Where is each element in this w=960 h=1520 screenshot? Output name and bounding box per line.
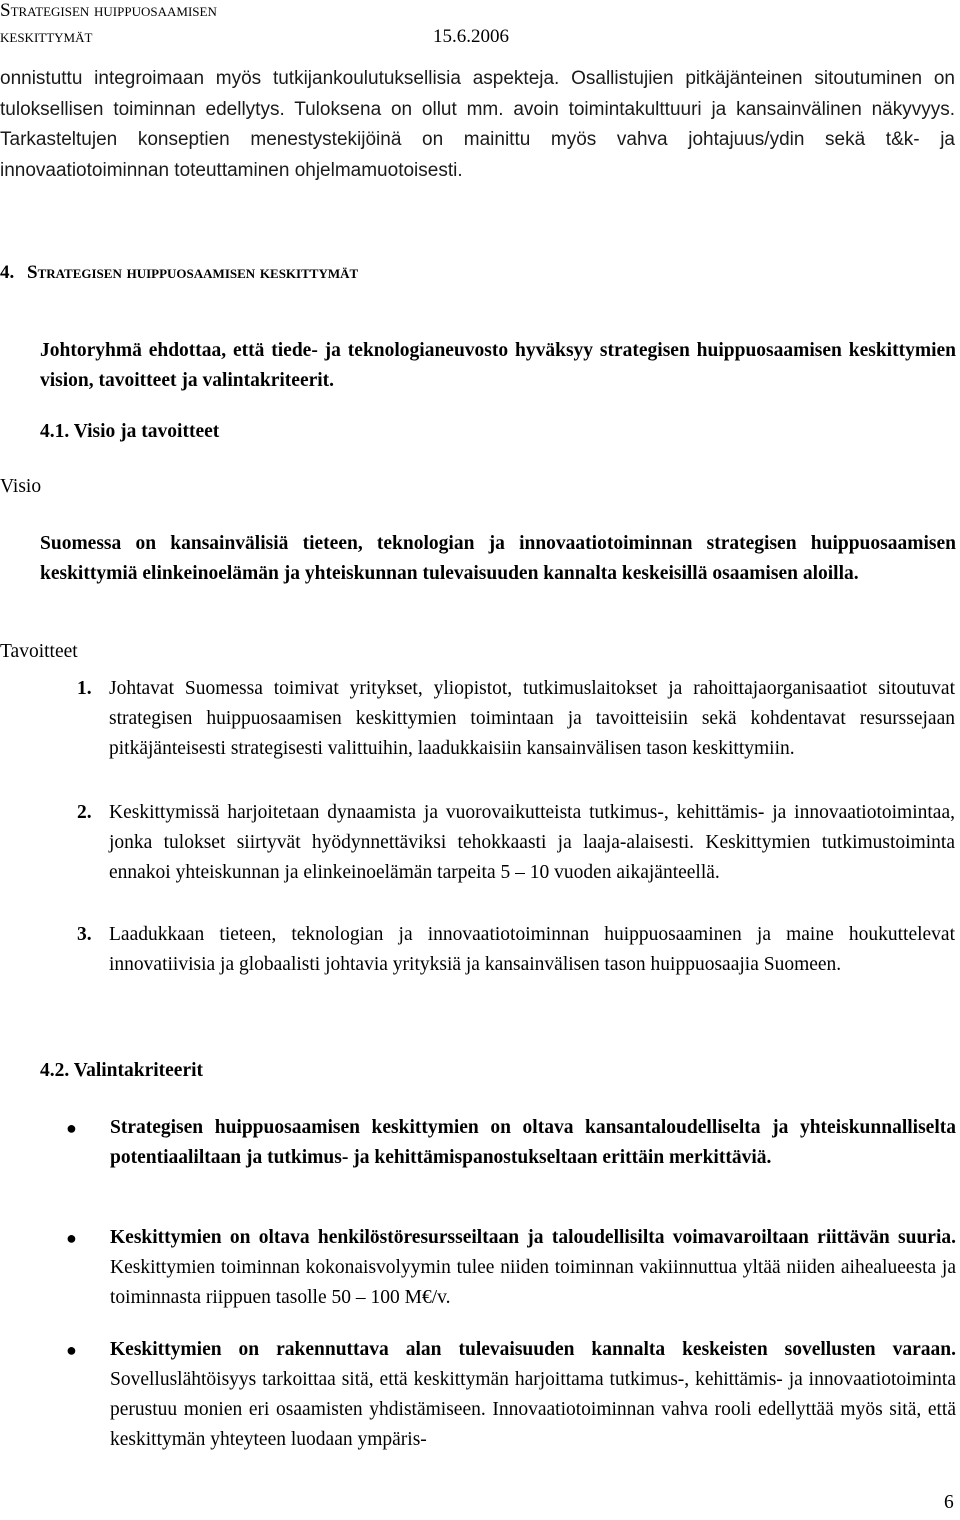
- vision-paragraph: Suomessa on kansainvälisiä tieteen, teknologian ja innovaatiotoiminnan strategisen huippuosaamisen keskittymiä elinkeinoelämän ja yhteiskunnan tulevaisuuden kannalta keskeisillä osaamisen aloilla.: [40, 533, 956, 584]
- proposal-paragraph: Johtoryhmä ehdottaa, että tiede- ja teknologianeuvosto hyväksyy strategisen huippuosaamisen keskittymien vision, tavoitteet ja valintakriteerit.: [40, 340, 956, 391]
- bullet-dot-icon: ●: [66, 1340, 77, 1360]
- goal-text: Keskittymissä harjoitetaan dynaamista ja vuorovaikutteista tutkimus-, kehittämis- ja innovaatiotoimintaa, jonka tulokset siirtyvät hyödynnettäviksi tehokkaasti ja laaja-alaisesti. Keskittymien tutkimustoiminta ennakoi yhteiskunnan ja elinkeinoelämän tarpeita 5 – 10 vuoden aikajänteellä.: [109, 802, 955, 883]
- criteria-normal-text: Sovelluslähtöisyys tarkoittaa sitä, että keskittymän harjoittama tutkimus-, kehittämis- ja innovaatiotoiminta perustuu monien eri osaamisten yhdistämiseen. Innovaatiotoiminnan vahva rooli edellyttää myös sitä, että keskittymän yhteyteen luodaan ympäris-: [110, 1369, 956, 1450]
- goal-item-1: [77, 674, 955, 764]
- goal-text: Laadukkaan tieteen, teknologian ja innovaatiotoiminnan huippuosaaminen ja maine houkuttelevat innovatiivisia ja globaalisti johtavia yrityksiä ja kansainvälisen tason huippuosaajia Suomeen.: [109, 924, 955, 975]
- goal-number: 3.: [77, 924, 92, 945]
- criteria-bullet-1: [66, 1113, 956, 1173]
- criteria-bold-text: Strategisen huippuosaamisen keskittymien on oltava kansantaloudelliselta ja yhteiskunnalliselta potentiaaliltaan ja tutkimus- ja kehittämispanostukseltaan erittäin merkittäviä.: [110, 1117, 956, 1168]
- page-number: 6: [944, 1492, 954, 1513]
- running-header-date: 15.6.2006: [433, 26, 509, 47]
- goal-text: Johtavat Suomessa toimivat yritykset, yliopistot, tutkimuslaitokset ja rahoittajaorganisaatiot sitoutuvat strategisen huippuosaamisen keskittymien toimintaan ja tavoitteisiin sekä kohdentavat resurssejaan pitkäjänteisesti strategisesti valittuihin, laadukkaisiin kansainvälisen tason keskittymiin.: [109, 678, 955, 759]
- section-42-heading: 4.2. Valintakriteerit: [40, 1060, 204, 1081]
- section-4-title: Strategisen huippuosaamisen keskittymät: [27, 262, 359, 283]
- running-header-title-line1: Strategisen huippuosaamisen: [0, 0, 217, 21]
- goal-number: 1.: [77, 678, 92, 699]
- criteria-normal-text: Keskittymien toiminnan kokonaisvolyymin tulee niiden toiminnan vakiinnuttua yltää niiden aihealueesta ja toiminnasta riippuen tasolle 50 – 100 M€/v.: [110, 1257, 956, 1308]
- goal-number: 2.: [77, 802, 92, 823]
- section-41-heading: 4.1. Visio ja tavoitteet: [40, 421, 220, 442]
- side-label-tavoitteet: Tavoitteet: [0, 641, 78, 662]
- criteria-bullet-3: [66, 1335, 956, 1455]
- section-4-heading: [0, 258, 358, 288]
- criteria-bold-text: Keskittymien on oltava henkilöstöresursseiltaan ja taloudellisilta voimavaroiltaan riittävän suuria.: [110, 1227, 956, 1248]
- criteria-bold-text: Keskittymien on rakennuttava alan tulevaisuuden kannalta keskeisten sovellusten varaan.: [110, 1339, 956, 1360]
- criteria-bullet-2: [66, 1223, 956, 1313]
- goal-item-3: [77, 920, 955, 980]
- section-4-number: 4.: [0, 262, 15, 283]
- side-label-visio: Visio: [0, 476, 42, 497]
- intro-paragraph: onnistuttu integroimaan myös tutkijankoulutuksellisia aspekteja. Osallistujien pitkäjänteinen sitoutuminen on tuloksellisen toiminnan edellytys. Tuloksena on ollut mm. avoin toimintakulttuuri ja kansainvälinen näkyvyys. Tarkasteltujen konseptien menestystekijöinä on mainittu myös vahva johtajuus/ydin sekä t&k- ja innovaatiotoiminnan toteuttaminen ohjelmamuotoisesti.: [0, 68, 955, 181]
- bullet-dot-icon: ●: [66, 1118, 77, 1138]
- running-header-title-line2: keskittymät: [0, 26, 93, 47]
- goal-item-2: [77, 798, 955, 888]
- bullet-dot-icon: ●: [66, 1228, 77, 1248]
